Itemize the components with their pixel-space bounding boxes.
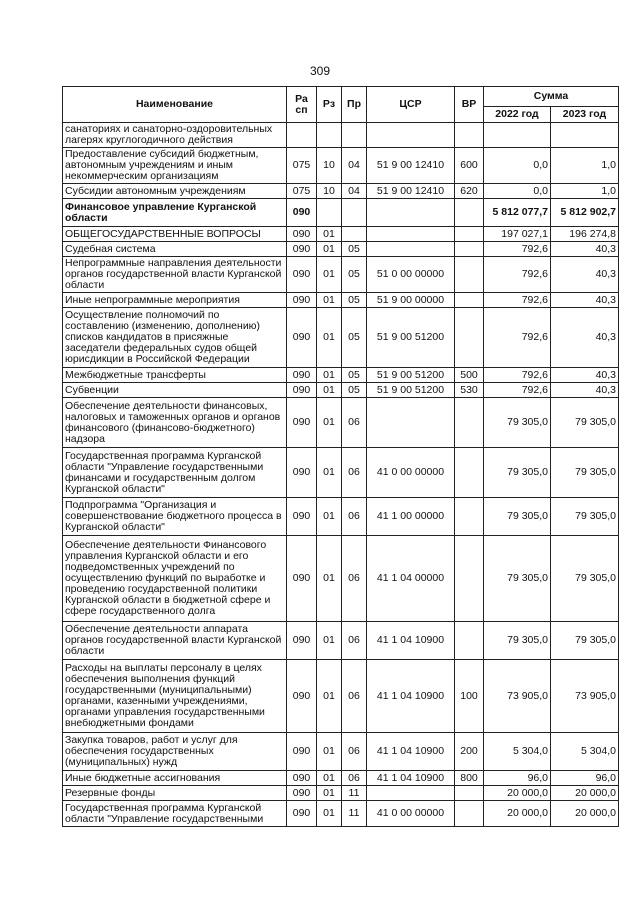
row-sum-2022: 792,6 (484, 368, 551, 383)
row-rasp: 090 (287, 786, 317, 801)
table-row (63, 733, 619, 771)
row-name: Субсидии автономным учреждениям (63, 184, 287, 199)
row-csr: 51 9 00 12410 (367, 184, 455, 199)
row-name: Резервные фонды (63, 786, 287, 801)
row-csr: 51 9 00 51200 (367, 383, 455, 398)
row-sum-2022: 79 305,0 (484, 498, 551, 536)
row-csr: 41 0 00 00000 (367, 801, 455, 827)
row-csr: 51 0 00 00000 (367, 257, 455, 293)
table-row (63, 257, 619, 293)
row-rz: 10 (317, 184, 342, 199)
row-rasp: 090 (287, 733, 317, 771)
row-sum-2022: 79 305,0 (484, 622, 551, 660)
row-csr: 51 9 00 00000 (367, 293, 455, 308)
row-rz: 01 (317, 660, 342, 733)
row-sum-2023: 79 305,0 (551, 398, 619, 448)
row-sum-2023: 40,3 (551, 242, 619, 257)
row-sum-2023: 5 304,0 (551, 733, 619, 771)
header-rz: Рз (317, 87, 342, 123)
row-sum-2022: 5 304,0 (484, 733, 551, 771)
row-rasp: 090 (287, 771, 317, 786)
row-sum-2023: 73 905,0 (551, 660, 619, 733)
row-name: Закупка товаров, работ и услуг для обеспечения государственных (муниципальных) нужд (63, 733, 287, 771)
row-rasp: 090 (287, 257, 317, 293)
table-row (63, 398, 619, 448)
row-pr: 05 (342, 293, 367, 308)
row-rasp: 090 (287, 536, 317, 622)
row-name: санаториях и санаторно-оздоровительных лагерях круглогодичного действия (63, 123, 287, 148)
row-sum-2023: 79 305,0 (551, 498, 619, 536)
header-pr: Пр (342, 87, 367, 123)
row-pr: 06 (342, 448, 367, 498)
row-rz: 01 (317, 733, 342, 771)
row-vr (455, 293, 484, 308)
row-vr (455, 448, 484, 498)
row-sum-2023: 79 305,0 (551, 536, 619, 622)
row-rz (317, 199, 342, 227)
row-vr: 100 (455, 660, 484, 733)
table-row (63, 293, 619, 308)
row-csr (367, 786, 455, 801)
table-row (63, 308, 619, 368)
table-row (63, 184, 619, 199)
row-name: Иные непрограммные мероприятия (63, 293, 287, 308)
row-vr (455, 398, 484, 448)
row-sum-2023: 79 305,0 (551, 448, 619, 498)
row-vr (455, 123, 484, 148)
row-vr: 500 (455, 368, 484, 383)
row-vr (455, 622, 484, 660)
page-number: 309 (309, 64, 331, 78)
row-csr: 51 9 00 51200 (367, 368, 455, 383)
row-rasp: 090 (287, 498, 317, 536)
row-pr (342, 227, 367, 242)
row-pr (342, 123, 367, 148)
row-pr: 04 (342, 184, 367, 199)
row-vr: 800 (455, 771, 484, 786)
row-rasp: 090 (287, 293, 317, 308)
row-rasp: 090 (287, 368, 317, 383)
row-sum-2023: 40,3 (551, 368, 619, 383)
row-sum-2023: 20 000,0 (551, 801, 619, 827)
row-vr (455, 536, 484, 622)
row-sum-2023: 40,3 (551, 383, 619, 398)
row-csr: 41 1 04 10900 (367, 771, 455, 786)
row-sum-2022: 73 905,0 (484, 660, 551, 733)
row-sum-2022 (484, 123, 551, 148)
row-rasp: 090 (287, 660, 317, 733)
row-pr: 05 (342, 368, 367, 383)
table-row (63, 786, 619, 801)
row-vr: 530 (455, 383, 484, 398)
table-row (63, 148, 619, 184)
row-sum-2023: 40,3 (551, 293, 619, 308)
row-rasp: 090 (287, 448, 317, 498)
row-rz (317, 123, 342, 148)
row-rz: 01 (317, 293, 342, 308)
row-rz: 01 (317, 227, 342, 242)
table-row (63, 242, 619, 257)
row-rasp: 090 (287, 227, 317, 242)
row-name: Судебная система (63, 242, 287, 257)
row-rz: 01 (317, 801, 342, 827)
row-sum-2023: 1,0 (551, 184, 619, 199)
row-csr (367, 199, 455, 227)
row-sum-2023: 40,3 (551, 257, 619, 293)
row-rz: 01 (317, 536, 342, 622)
row-name: Непрограммные направления деятельности органов государственной власти Курганской области (63, 257, 287, 293)
row-pr: 06 (342, 622, 367, 660)
header-rasp: Ра сп (287, 87, 317, 123)
row-rz: 01 (317, 622, 342, 660)
row-csr: 41 1 04 00000 (367, 536, 455, 622)
header-year-2022: 2022 год (484, 107, 551, 123)
row-rz: 01 (317, 257, 342, 293)
row-rasp: 090 (287, 199, 317, 227)
row-name: Финансовое управление Курганской области (63, 199, 287, 227)
row-csr: 51 9 00 51200 (367, 308, 455, 368)
row-vr (455, 199, 484, 227)
row-rasp: 075 (287, 148, 317, 184)
row-rz: 01 (317, 498, 342, 536)
row-sum-2022: 96,0 (484, 771, 551, 786)
row-csr (367, 227, 455, 242)
row-pr: 11 (342, 786, 367, 801)
row-csr: 41 1 04 10900 (367, 622, 455, 660)
row-vr: 200 (455, 733, 484, 771)
row-sum-2023: 20 000,0 (551, 786, 619, 801)
row-sum-2022: 0,0 (484, 184, 551, 199)
table-row (63, 622, 619, 660)
table-row (63, 368, 619, 383)
row-name: Предоставление субсидий бюджетным, автономным учреждениям и иным некоммерческим организациям (63, 148, 287, 184)
row-csr (367, 398, 455, 448)
row-sum-2022: 79 305,0 (484, 536, 551, 622)
row-vr (455, 308, 484, 368)
row-vr (455, 786, 484, 801)
row-name: Осуществление полномочий по составлению (изменению, дополнению) списков кандидатов в присяжные заседатели федеральных судов общей юрисдикции в Российской Федерации (63, 308, 287, 368)
row-pr: 05 (342, 257, 367, 293)
row-rasp: 090 (287, 383, 317, 398)
row-sum-2022: 792,6 (484, 257, 551, 293)
row-rz: 01 (317, 786, 342, 801)
row-csr: 41 1 04 10900 (367, 733, 455, 771)
row-rz: 01 (317, 771, 342, 786)
row-sum-2022: 792,6 (484, 308, 551, 368)
row-pr: 06 (342, 498, 367, 536)
row-pr: 11 (342, 801, 367, 827)
row-rz: 10 (317, 148, 342, 184)
row-rasp: 090 (287, 398, 317, 448)
row-rasp: 090 (287, 622, 317, 660)
row-sum-2022: 197 027,1 (484, 227, 551, 242)
row-name: Субвенции (63, 383, 287, 398)
table-row (63, 801, 619, 827)
table-row (63, 227, 619, 242)
row-sum-2022: 20 000,0 (484, 801, 551, 827)
row-name: Обеспечение деятельности аппарата органов государственной власти Курганской области (63, 622, 287, 660)
row-vr (455, 227, 484, 242)
row-vr (455, 242, 484, 257)
row-vr: 600 (455, 148, 484, 184)
row-pr (342, 199, 367, 227)
header-csr: ЦСР (367, 87, 455, 123)
table-row (63, 448, 619, 498)
row-name: Иные бюджетные ассигнования (63, 771, 287, 786)
row-pr: 05 (342, 383, 367, 398)
table-row (63, 771, 619, 786)
row-vr (455, 498, 484, 536)
row-pr: 06 (342, 771, 367, 786)
row-pr: 06 (342, 398, 367, 448)
row-sum-2022: 0,0 (484, 148, 551, 184)
row-csr: 41 0 00 00000 (367, 448, 455, 498)
row-csr (367, 123, 455, 148)
row-name: Межбюджетные трансферты (63, 368, 287, 383)
row-name: Обеспечение деятельности Финансового управления Курганской области и его подведомственных учреждений по осуществлению функций по выработке и проведению государственной политики Курганской области в бюджетной сфере и сфере государственного долга (63, 536, 287, 622)
table-row (63, 536, 619, 622)
row-rasp: 090 (287, 308, 317, 368)
row-sum-2023: 1,0 (551, 148, 619, 184)
row-rz: 01 (317, 398, 342, 448)
row-rasp: 090 (287, 242, 317, 257)
row-sum-2022: 792,6 (484, 383, 551, 398)
table-row (63, 199, 619, 227)
header-sum: Сумма (484, 87, 619, 107)
header-vr: ВР (455, 87, 484, 123)
row-name: Обеспечение деятельности финансовых, налоговых и таможенных органов и органов финансового (финансово-бюджетного) надзора (63, 398, 287, 448)
row-pr: 05 (342, 308, 367, 368)
row-rz: 01 (317, 368, 342, 383)
row-name: Расходы на выплаты персоналу в целях обеспечения выполнения функций государственными (муниципальными) органами, казенными учреждениями, органами управления государственными внебюджетными фондами (63, 660, 287, 733)
row-pr: 06 (342, 660, 367, 733)
row-csr: 51 9 00 12410 (367, 148, 455, 184)
row-sum-2023: 79 305,0 (551, 622, 619, 660)
row-sum-2022: 5 812 077,7 (484, 199, 551, 227)
row-sum-2022: 20 000,0 (484, 786, 551, 801)
row-pr: 06 (342, 733, 367, 771)
row-sum-2023: 40,3 (551, 308, 619, 368)
row-sum-2023: 5 812 902,7 (551, 199, 619, 227)
row-rasp: 075 (287, 184, 317, 199)
header-year-2023: 2023 год (551, 107, 619, 123)
row-rasp: 090 (287, 801, 317, 827)
row-name: ОБЩЕГОСУДАРСТВЕННЫЕ ВОПРОСЫ (63, 227, 287, 242)
row-name: Государственная программа Курганской области "Управление государственными (63, 801, 287, 827)
header-name: Наименование (63, 87, 287, 123)
row-rz: 01 (317, 242, 342, 257)
row-pr: 05 (342, 242, 367, 257)
row-sum-2022: 79 305,0 (484, 398, 551, 448)
row-name: Подпрограмма "Организация и совершенствование бюджетного процесса в Курганской области" (63, 498, 287, 536)
row-rz: 01 (317, 448, 342, 498)
row-csr (367, 242, 455, 257)
table-row (63, 383, 619, 398)
row-sum-2022: 79 305,0 (484, 448, 551, 498)
row-vr (455, 257, 484, 293)
row-sum-2022: 792,6 (484, 293, 551, 308)
budget-table (62, 86, 619, 827)
table-row (63, 660, 619, 733)
row-rz: 01 (317, 383, 342, 398)
table-row (63, 123, 619, 148)
row-csr: 41 1 04 10900 (367, 660, 455, 733)
row-rz: 01 (317, 308, 342, 368)
row-rasp (287, 123, 317, 148)
row-vr (455, 801, 484, 827)
row-name: Государственная программа Курганской области "Управление государственными финансами и государственным долгом Курганской области" (63, 448, 287, 498)
row-sum-2022: 792,6 (484, 242, 551, 257)
row-vr: 620 (455, 184, 484, 199)
row-sum-2023 (551, 123, 619, 148)
table-row (63, 498, 619, 536)
row-pr: 04 (342, 148, 367, 184)
row-sum-2023: 96,0 (551, 771, 619, 786)
row-csr: 41 1 00 00000 (367, 498, 455, 536)
row-sum-2023: 196 274,8 (551, 227, 619, 242)
row-pr: 06 (342, 536, 367, 622)
